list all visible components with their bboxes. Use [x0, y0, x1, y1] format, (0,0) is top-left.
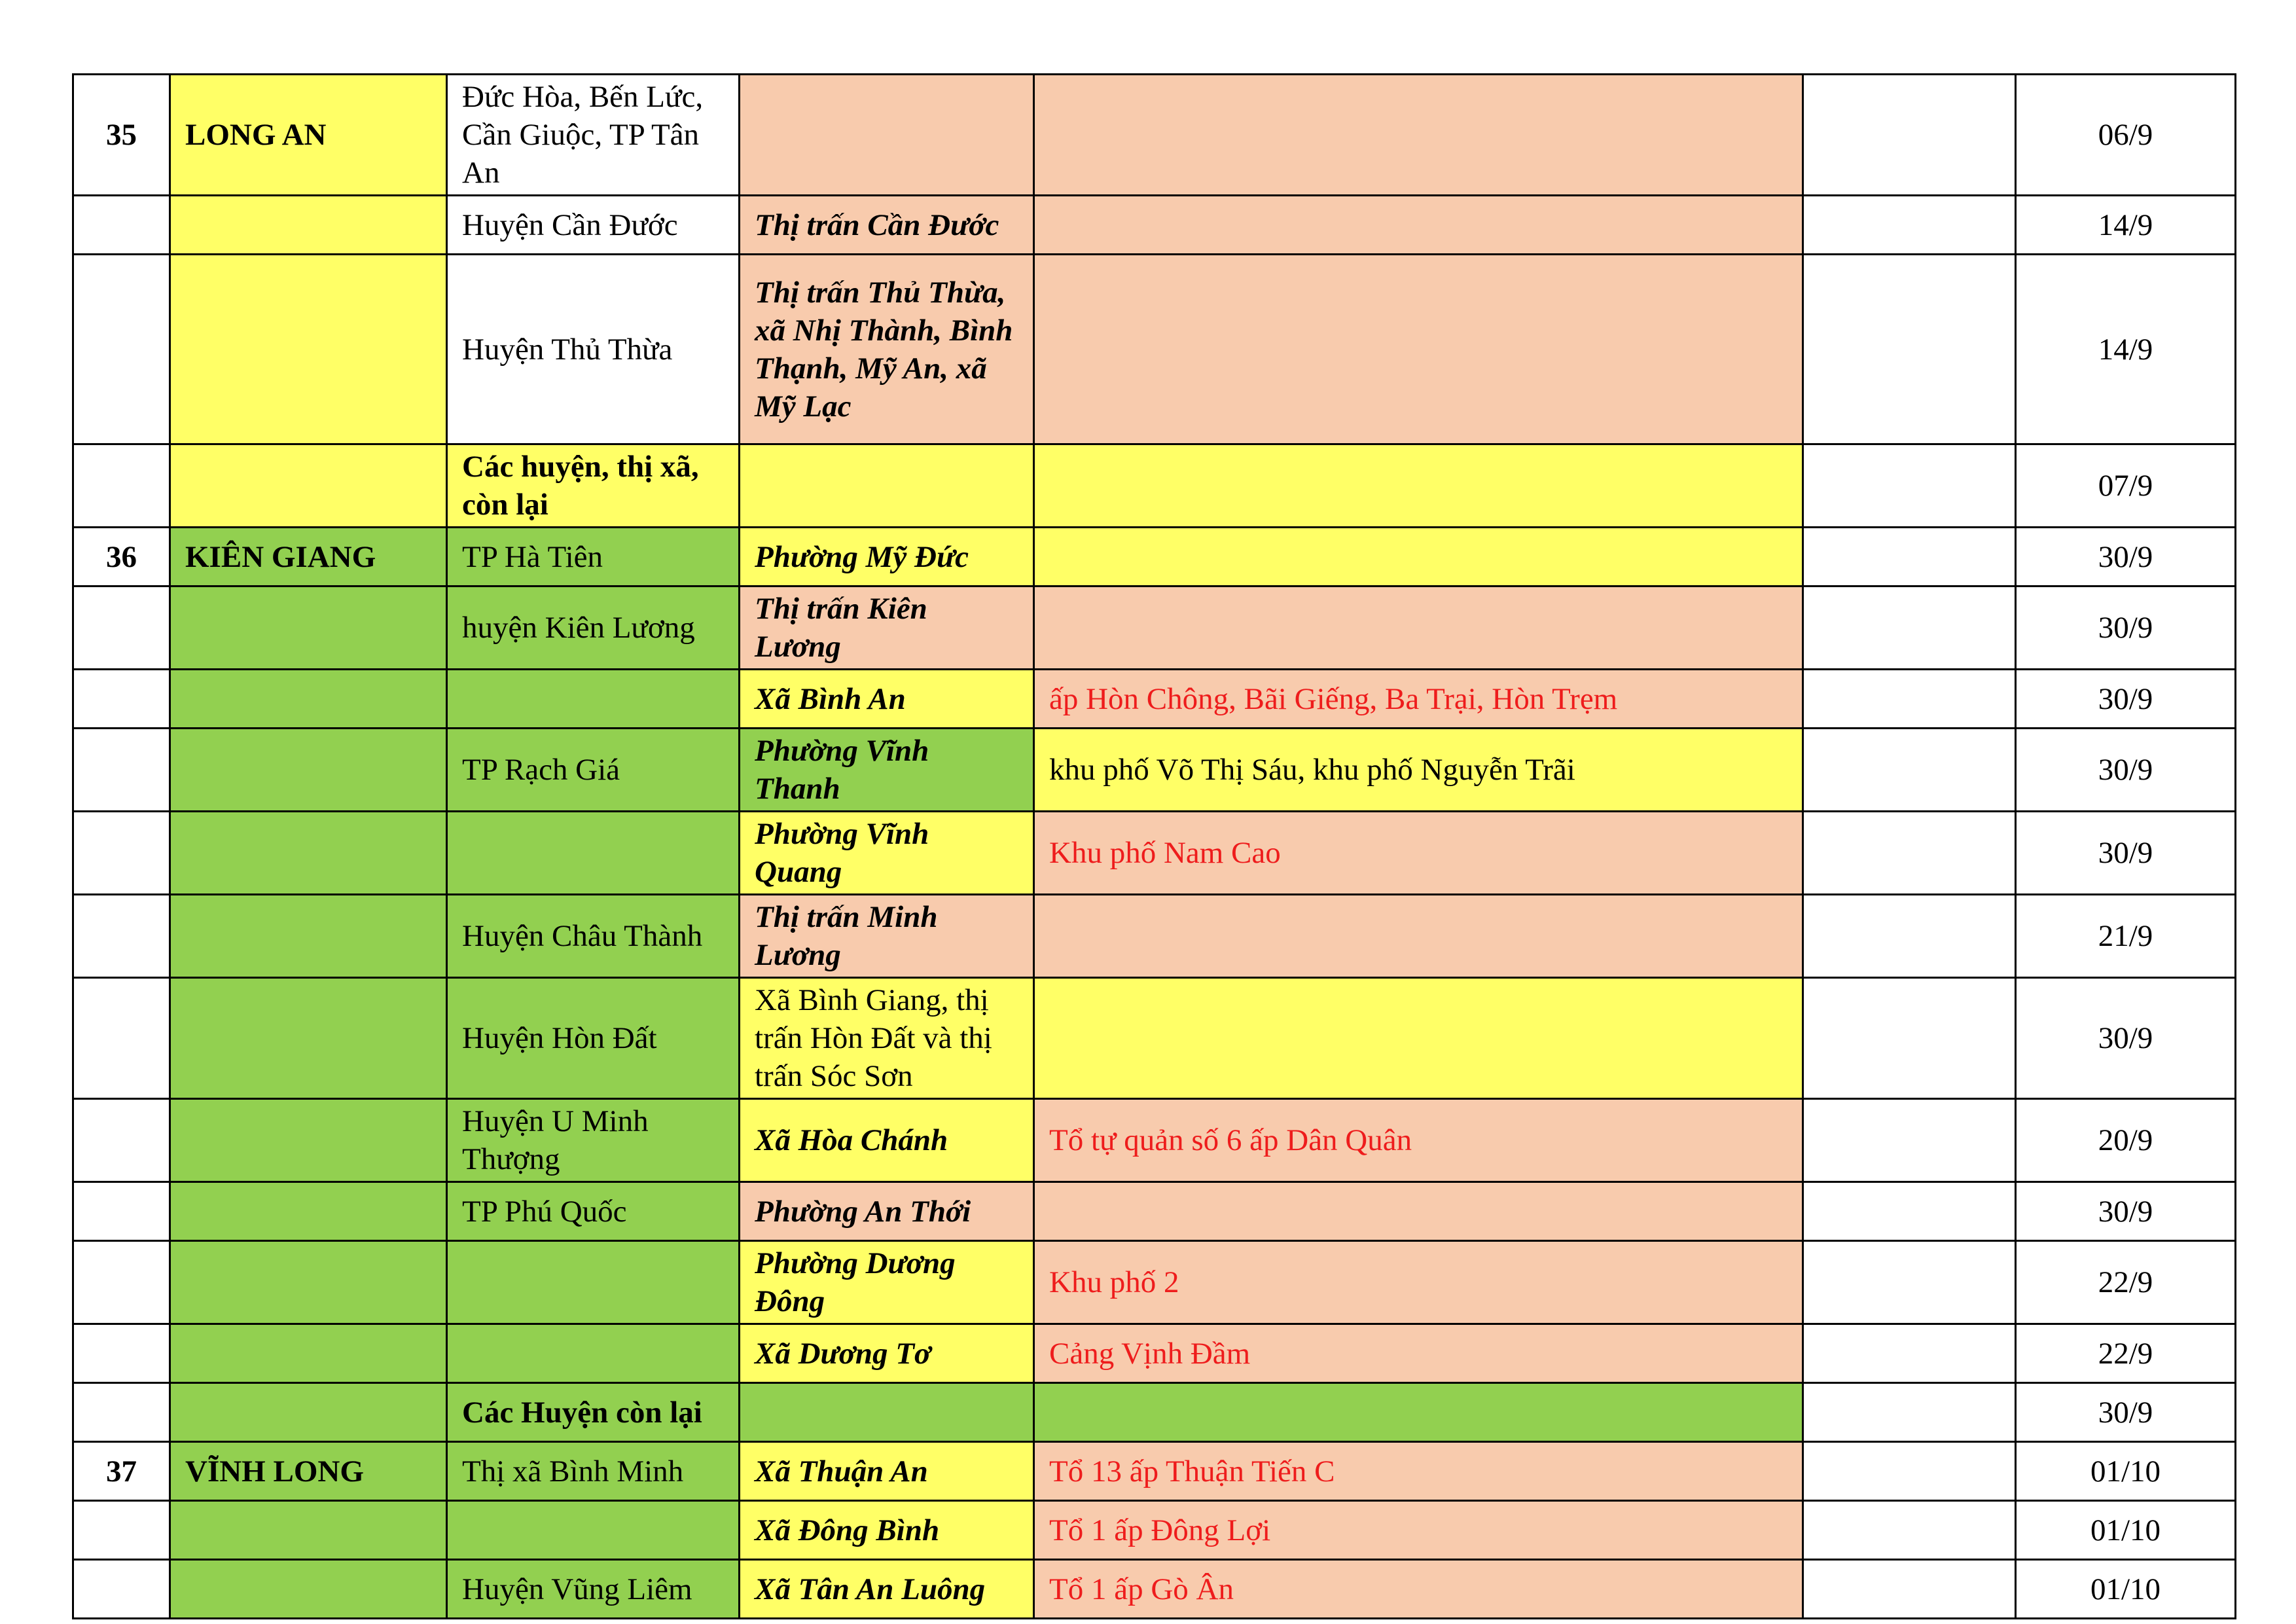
blank-cell	[1803, 1442, 2016, 1501]
table-row	[73, 1324, 2236, 1383]
date-cell: 06/9	[2016, 75, 2236, 196]
commune-cell: Phường An Thới	[740, 1182, 1034, 1241]
table-row	[73, 978, 2236, 1099]
row-number	[73, 196, 170, 255]
blank-cell	[1803, 729, 2016, 812]
blank-cell	[1803, 528, 2016, 586]
row-number	[73, 1241, 170, 1324]
blank-cell	[1803, 1501, 2016, 1560]
blank-cell	[1803, 1383, 2016, 1442]
commune-cell	[740, 444, 1034, 528]
table-row	[73, 729, 2236, 812]
area-cell: khu phố Võ Thị Sáu, khu phố Nguyễn Trãi	[1034, 729, 1803, 812]
commune-cell: Thị trấn Kiên Lương	[740, 586, 1034, 670]
row-number	[73, 586, 170, 670]
area-cell	[1034, 255, 1803, 444]
district-cell: Huyện U Minh Thượng	[447, 1099, 740, 1182]
date-cell: 01/10	[2016, 1560, 2236, 1619]
table-row	[73, 444, 2236, 528]
province-cell	[170, 586, 447, 670]
province-cell	[170, 255, 447, 444]
blank-cell	[1803, 1324, 2016, 1383]
date-cell: 30/9	[2016, 1383, 2236, 1442]
area-cell: Cảng Vịnh Đầm	[1034, 1324, 1803, 1383]
district-cell	[447, 1241, 740, 1324]
district-cell: Các huyện, thị xã, còn lại	[447, 444, 740, 528]
table-row	[73, 586, 2236, 670]
date-cell: 22/9	[2016, 1241, 2236, 1324]
blank-cell	[1803, 75, 2016, 196]
area-cell: Khu phố 2	[1034, 1241, 1803, 1324]
province-cell	[170, 1324, 447, 1383]
row-number	[73, 444, 170, 528]
province-cell	[170, 1560, 447, 1619]
row-number	[73, 1560, 170, 1619]
row-number	[73, 895, 170, 978]
district-cell: Thị xã Bình Minh	[447, 1442, 740, 1501]
province-cell: KIÊN GIANG	[170, 528, 447, 586]
date-cell: 30/9	[2016, 528, 2236, 586]
province-cell	[170, 978, 447, 1099]
date-cell: 30/9	[2016, 670, 2236, 729]
commune-cell: Xã Thuận An	[740, 1442, 1034, 1501]
row-number	[73, 812, 170, 895]
province-cell	[170, 1182, 447, 1241]
blank-cell	[1803, 586, 2016, 670]
table-row	[73, 255, 2236, 444]
date-cell: 21/9	[2016, 895, 2236, 978]
area-cell	[1034, 895, 1803, 978]
district-cell: TP Rạch Giá	[447, 729, 740, 812]
area-cell	[1034, 444, 1803, 528]
commune-cell: Xã Bình An	[740, 670, 1034, 729]
area-cell	[1034, 528, 1803, 586]
area-cell: Khu phố Nam Cao	[1034, 812, 1803, 895]
province-cell	[170, 1501, 447, 1560]
date-cell: 20/9	[2016, 1099, 2236, 1182]
province-cell	[170, 196, 447, 255]
district-cell	[447, 670, 740, 729]
row-number	[73, 670, 170, 729]
row-number: 36	[73, 528, 170, 586]
area-cell	[1034, 1383, 1803, 1442]
district-cell	[447, 1501, 740, 1560]
blank-cell	[1803, 1241, 2016, 1324]
district-cell: Huyện Thủ Thừa	[447, 255, 740, 444]
district-cell: Huyện Hòn Đất	[447, 978, 740, 1099]
commune-cell: Phường Vĩnh Quang	[740, 812, 1034, 895]
commune-cell: Phường Mỹ Đức	[740, 528, 1034, 586]
table-row	[73, 1383, 2236, 1442]
date-cell: 14/9	[2016, 196, 2236, 255]
date-cell: 07/9	[2016, 444, 2236, 528]
row-number	[73, 1383, 170, 1442]
blank-cell	[1803, 978, 2016, 1099]
province-cell	[170, 1099, 447, 1182]
commune-cell: Xã Đông Bình	[740, 1501, 1034, 1560]
area-cell: Tổ 13 ấp Thuận Tiến C	[1034, 1442, 1803, 1501]
commune-cell: Xã Hòa Chánh	[740, 1099, 1034, 1182]
blank-cell	[1803, 812, 2016, 895]
commune-cell: Thị trấn Minh Lương	[740, 895, 1034, 978]
blank-cell	[1803, 1182, 2016, 1241]
commune-cell: Phường Vĩnh Thanh	[740, 729, 1034, 812]
commune-cell: Xã Bình Giang, thị trấn Hòn Đất và thị trấn Sóc Sơn	[740, 978, 1034, 1099]
commune-cell	[740, 75, 1034, 196]
province-cell	[170, 1241, 447, 1324]
date-cell: 22/9	[2016, 1324, 2236, 1383]
district-cell: Huyện Cần Đước	[447, 196, 740, 255]
commune-cell: Thị trấn Cần Đước	[740, 196, 1034, 255]
district-cell: Đức Hòa, Bến Lức, Cần Giuộc, TP Tân An	[447, 75, 740, 196]
district-cell: huyện Kiên Lương	[447, 586, 740, 670]
district-cell	[447, 812, 740, 895]
province-cell	[170, 444, 447, 528]
area-cell	[1034, 196, 1803, 255]
table-row	[73, 1182, 2236, 1241]
district-cell: Các Huyện còn lại	[447, 1383, 740, 1442]
district-cell: Huyện Vũng Liêm	[447, 1560, 740, 1619]
area-cell	[1034, 1182, 1803, 1241]
blank-cell	[1803, 255, 2016, 444]
commune-cell: Phường Dương Đông	[740, 1241, 1034, 1324]
district-cell: TP Hà Tiên	[447, 528, 740, 586]
date-cell: 01/10	[2016, 1442, 2236, 1501]
table-row	[73, 895, 2236, 978]
date-cell: 30/9	[2016, 729, 2236, 812]
row-number	[73, 1501, 170, 1560]
blank-cell	[1803, 670, 2016, 729]
row-number	[73, 1324, 170, 1383]
area-cell	[1034, 586, 1803, 670]
area-cell: Tổ 1 ấp Gò Ân	[1034, 1560, 1803, 1619]
area-cell	[1034, 75, 1803, 196]
commune-cell: Thị trấn Thủ Thừa, xã Nhị Thành, Bình Thạnh, Mỹ An, xã Mỹ Lạc	[740, 255, 1034, 444]
date-cell: 30/9	[2016, 586, 2236, 670]
district-cell: TP Phú Quốc	[447, 1182, 740, 1241]
date-cell: 30/9	[2016, 978, 2236, 1099]
district-cell	[447, 1324, 740, 1383]
province-cell	[170, 812, 447, 895]
row-number	[73, 1182, 170, 1241]
date-cell: 30/9	[2016, 1182, 2236, 1241]
table-row	[73, 1099, 2236, 1182]
commune-cell: Xã Dương Tơ	[740, 1324, 1034, 1383]
commune-cell: Xã Tân An Luông	[740, 1560, 1034, 1619]
area-cell: Tổ tự quản số 6 ấp Dân Quân	[1034, 1099, 1803, 1182]
date-cell: 01/10	[2016, 1501, 2236, 1560]
table-row	[73, 75, 2236, 196]
table-row	[73, 196, 2236, 255]
table-row	[73, 1501, 2236, 1560]
blank-cell	[1803, 1560, 2016, 1619]
blank-cell	[1803, 1099, 2016, 1182]
area-cell: ấp Hòn Chông, Bãi Giếng, Ba Trại, Hòn Trẹm	[1034, 670, 1803, 729]
zone-status-table	[72, 73, 2236, 1619]
province-cell: VĨNH LONG	[170, 1442, 447, 1501]
table-row	[73, 670, 2236, 729]
district-cell: Huyện Châu Thành	[447, 895, 740, 978]
table-row	[73, 528, 2236, 586]
commune-cell	[740, 1383, 1034, 1442]
table-row	[73, 812, 2236, 895]
row-number	[73, 255, 170, 444]
blank-cell	[1803, 196, 2016, 255]
province-cell	[170, 895, 447, 978]
table-row	[73, 1560, 2236, 1619]
row-number: 37	[73, 1442, 170, 1501]
table-row	[73, 1241, 2236, 1324]
date-cell: 14/9	[2016, 255, 2236, 444]
province-cell	[170, 729, 447, 812]
row-number: 35	[73, 75, 170, 196]
row-number	[73, 978, 170, 1099]
blank-cell	[1803, 895, 2016, 978]
province-cell	[170, 670, 447, 729]
blank-cell	[1803, 444, 2016, 528]
table-row	[73, 1442, 2236, 1501]
province-cell	[170, 1383, 447, 1442]
area-cell: Tổ 1 ấp Đông Lợi	[1034, 1501, 1803, 1560]
date-cell: 30/9	[2016, 812, 2236, 895]
area-cell	[1034, 978, 1803, 1099]
province-cell: LONG AN	[170, 75, 447, 196]
row-number	[73, 1099, 170, 1182]
row-number	[73, 729, 170, 812]
